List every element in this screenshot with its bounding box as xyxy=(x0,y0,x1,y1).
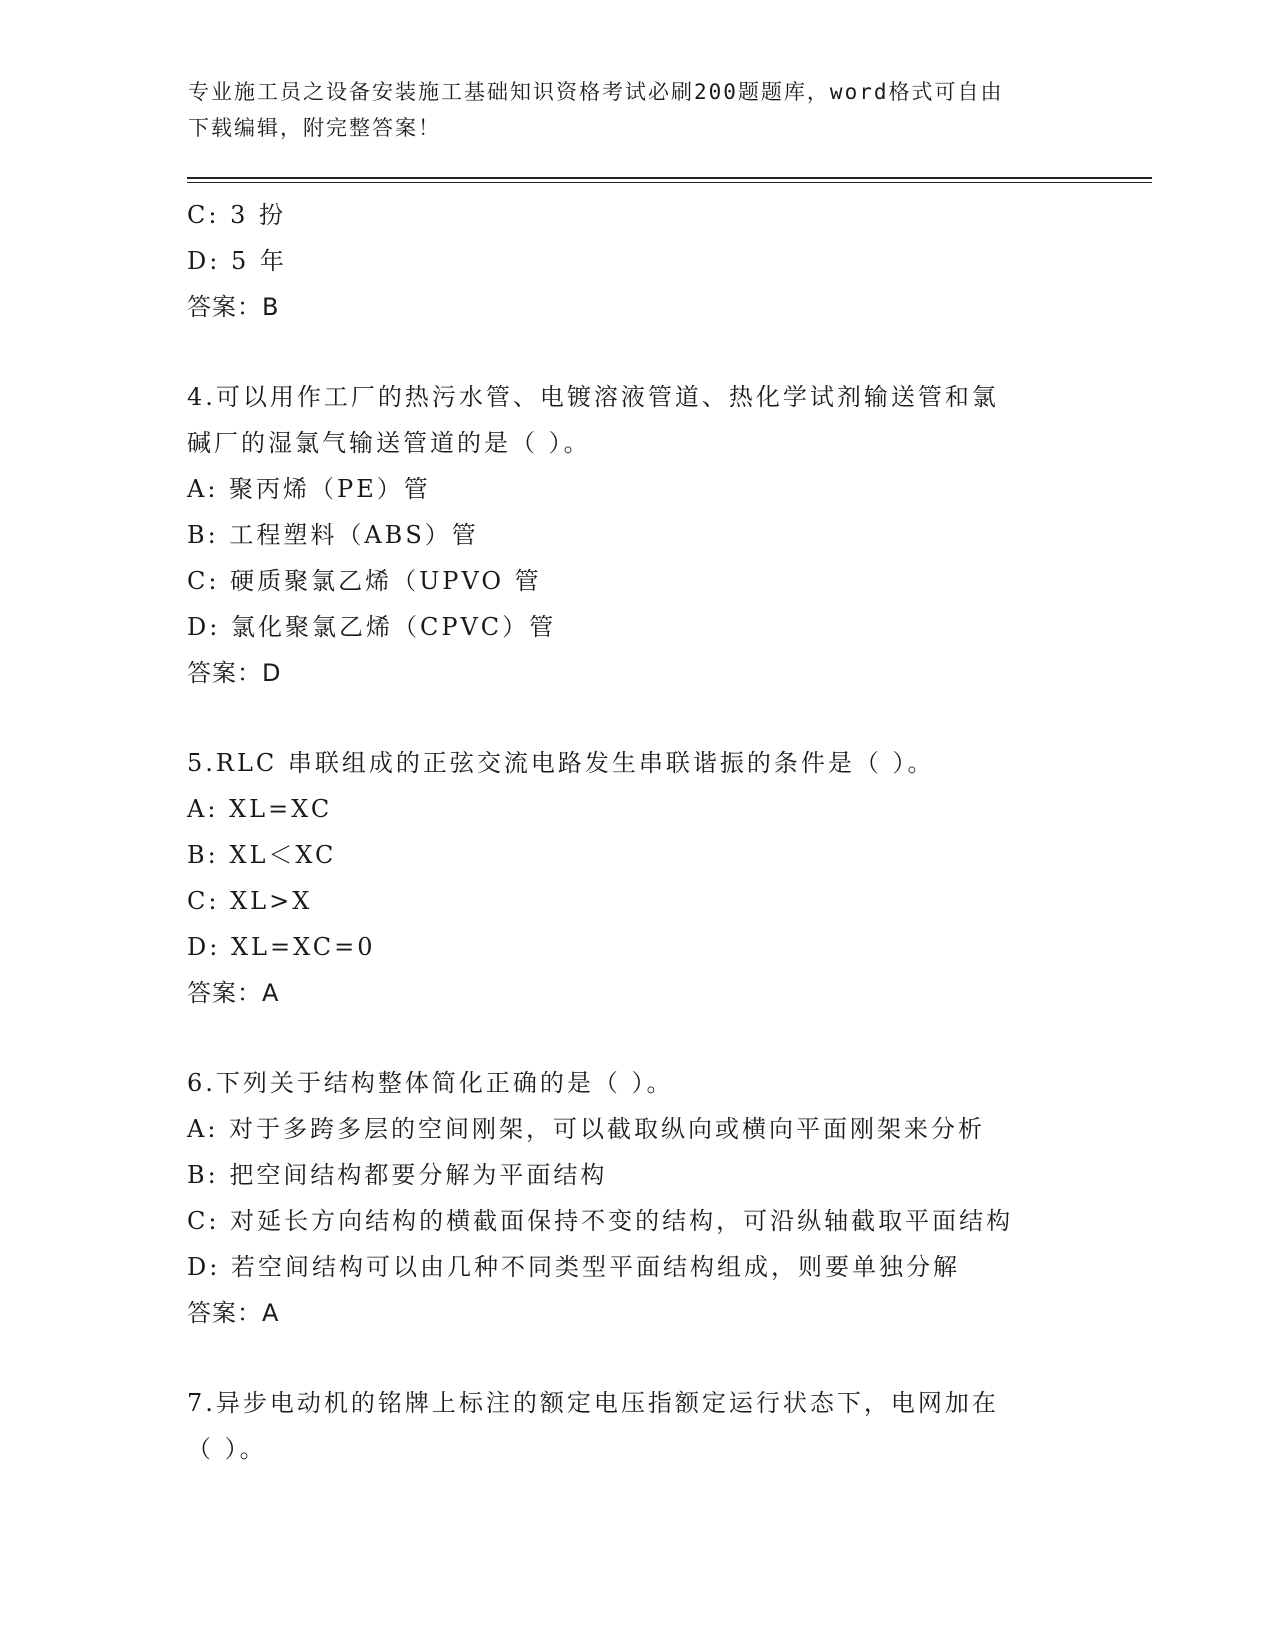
header-line-2: 下载编辑，附完整答案！ xyxy=(188,116,441,140)
option-c: C: 硬质聚氯乙烯（UPVO 管 xyxy=(187,567,542,595)
spacer xyxy=(187,696,1147,740)
answer-line: 答案：D xyxy=(187,659,282,687)
answer-line: 答案：B xyxy=(187,293,280,321)
option-a: A: 聚丙烯（PE）管 xyxy=(187,475,431,503)
question-5-block xyxy=(187,740,1147,1016)
header-divider-thin xyxy=(187,182,1152,183)
question-title-line-2: （ ）。 xyxy=(187,1435,267,1463)
option-d: D: 5 年 xyxy=(187,247,287,275)
question-title-line-2: 碱厂的湿氯气输送管道的是（ ）。 xyxy=(187,429,591,457)
option-d: D: 氯化聚氯乙烯（CPVC）管 xyxy=(187,613,557,641)
option-b: B: 工程塑料（ABS）管 xyxy=(187,521,479,549)
answer-line: 答案：A xyxy=(187,1299,280,1327)
document-body xyxy=(187,192,1147,1472)
option-b: B: XL＜XC xyxy=(187,841,337,869)
question-3-block xyxy=(187,192,1147,330)
option-c: C: 3 扮 xyxy=(187,201,286,229)
option-b: B: 把空间结构都要分解为平面结构 xyxy=(187,1161,608,1189)
spacer xyxy=(187,1016,1147,1060)
answer-line: 答案：A xyxy=(187,979,280,1007)
question-4-block xyxy=(187,374,1147,696)
question-title-line-1: 4.可以用作工厂的热污水管、电镀溶液管道、热化学试剂输送管和氯 xyxy=(187,383,999,411)
question-6-block xyxy=(187,1060,1147,1336)
spacer xyxy=(187,330,1147,374)
option-c: C: XL>X xyxy=(187,887,313,915)
question-title-line-1: 7.异步电动机的铭牌上标注的额定电压指额定运行状态下，电网加在 xyxy=(187,1389,999,1417)
header-divider-thick xyxy=(187,177,1152,179)
option-a: A: 对于多跨多层的空间刚架，可以截取纵向或横向平面刚架来分析 xyxy=(187,1115,986,1143)
header-line-1: 专业施工员之设备安装施工基础知识资格考试必刷200题题库，word格式可自由 xyxy=(188,80,1004,104)
option-a: A: XL=XC xyxy=(187,795,333,823)
document-header xyxy=(188,74,1088,146)
spacer xyxy=(187,1336,1147,1380)
option-c: C: 对延长方向结构的横截面保持不变的结构，可沿纵轴截取平面结构 xyxy=(187,1207,1014,1235)
question-7-block xyxy=(187,1380,1147,1472)
question-title: 6.下列关于结构整体简化正确的是（ ）。 xyxy=(187,1069,674,1097)
option-d: D: XL=XC=0 xyxy=(187,933,376,961)
question-title: 5.RLC 串联组成的正弦交流电路发生串联谐振的条件是（ ）。 xyxy=(187,749,935,777)
option-d: D: 若空间结构可以由几种不同类型平面结构组成，则要单独分解 xyxy=(187,1253,960,1281)
